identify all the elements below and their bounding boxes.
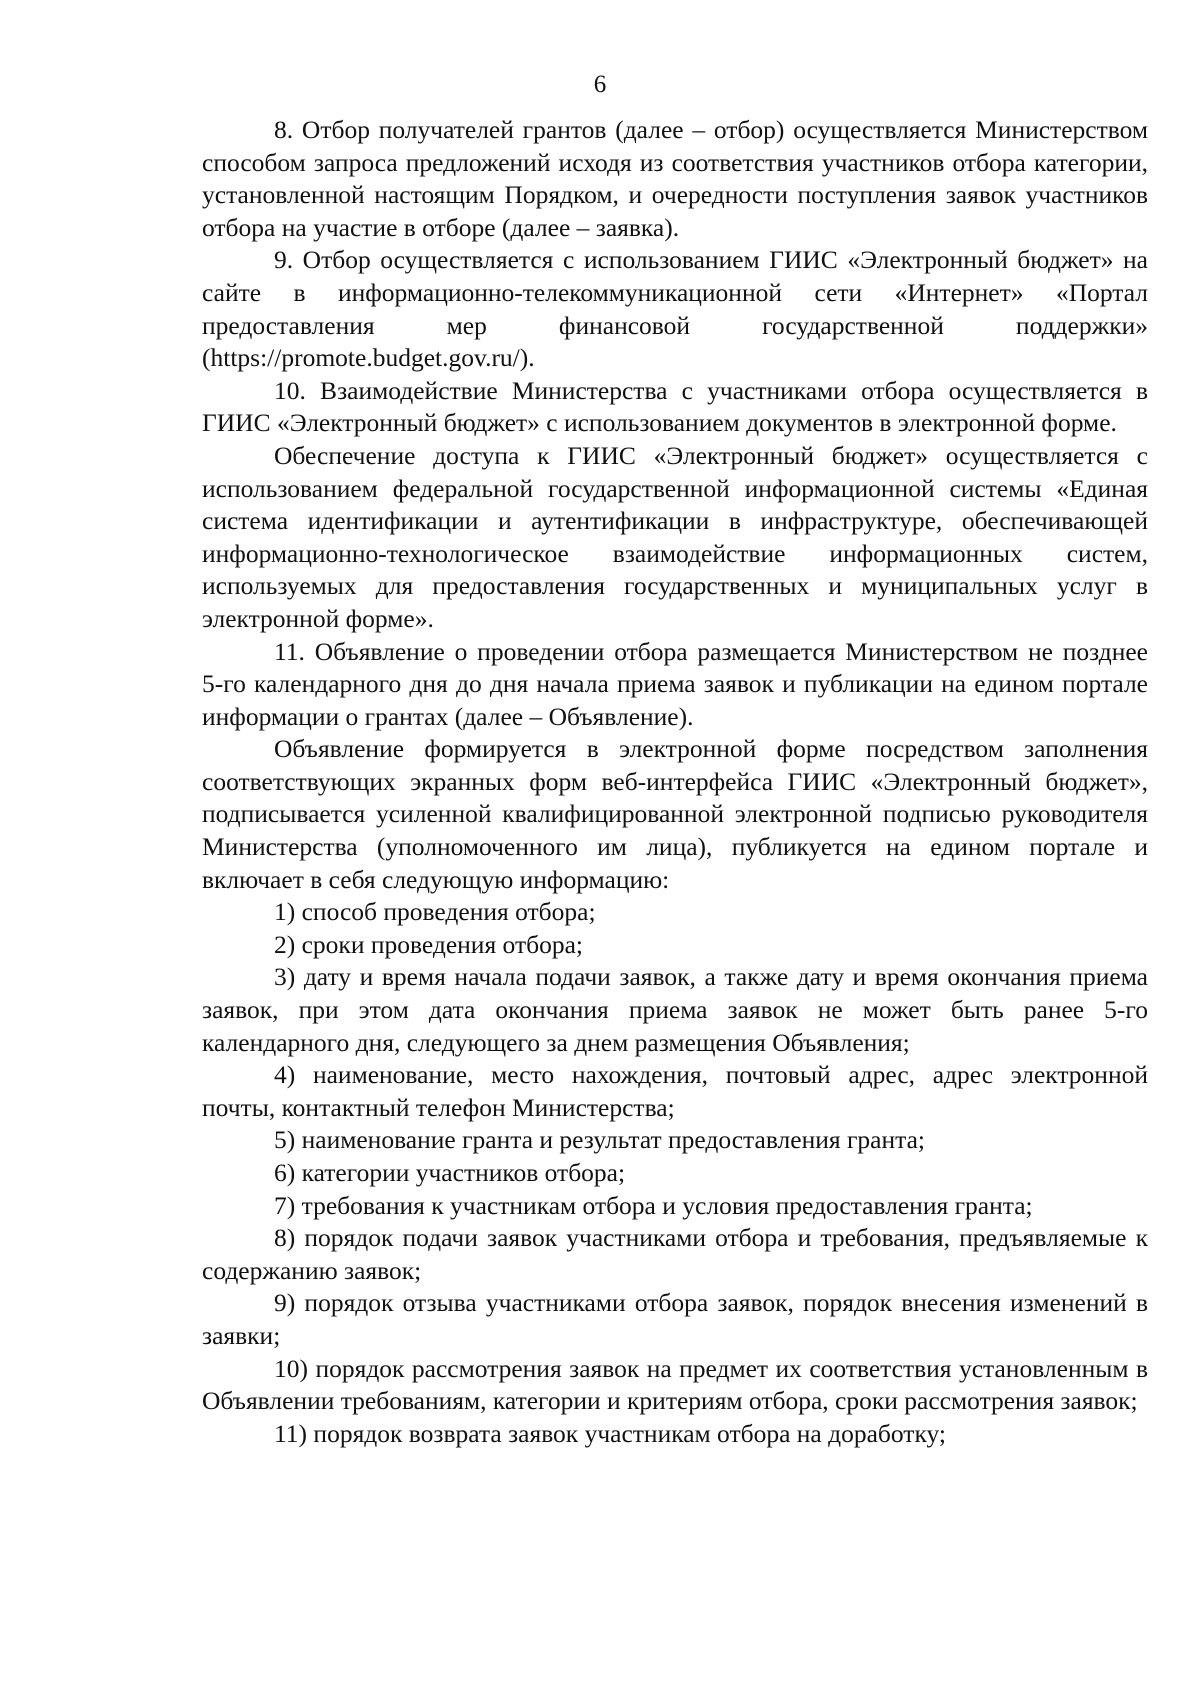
list-item-10: 10) порядок рассмотрения заявок на предмет их соответствия установленным в Объявлении требованиям, категории и критериям отбора, сроки рассмотрения заявок;	[202, 1353, 1148, 1416]
paragraph-access-provision: Обеспечение доступа к ГИИС «Электронный бюджет» осуществляется с использованием федеральной государственной информационной системы «Единая система идентификации и аутентификации в инфраструктуре, обеспечивающей информационно-технологическое взаимодействие информационных систем, используемых для предоставления государственных и муниципальных услуг в электронной форме».	[202, 440, 1148, 633]
paragraph-item-11: 11. Объявление о проведении отбора размещается Министерством не позднее 5-го календарного дня до дня начала приема заявок и публикации на едином портале информации о грантах (далее – Объявление).	[202, 636, 1148, 731]
list-item-6: 6) категории участников отбора;	[274, 1158, 626, 1187]
paragraph-item-8: 8. Отбор получателей грантов (далее – отбор) осуществляется Министерством способом запроса предложений исходя из соответствия участников отбора категории, установленной настоящим Порядком, и очередности поступления заявок участников отбора на участие в отборе (далее – заявка).	[202, 115, 1148, 242]
paragraph-item-9: 9. Отбор осуществляется с использованием ГИИС «Электронный бюджет» на сайте в информационно-телекоммуникационной сети «Интернет» «Портал предоставления мер финансовой государственной поддержки» (https://promote.budget.gov.ru/).	[202, 245, 1148, 373]
paragraph-announcement-form: Объявление формируется в электронной форме посредством заполнения соответствующих экранных форм веб-интерфейса ГИИС «Электронный бюджет», подписывается усиленной квалифицированной электронной подписью руководителя Министерства (уполномоченного им лица), публикуется на едином портале и включает в себя следующую информацию:	[202, 734, 1148, 894]
paragraph-item-10: 10. Взаимодействие Министерства с участниками отбора осуществляется в ГИИС «Электронный бюджет» с использованием документов в электронной форме.	[202, 375, 1148, 438]
list-item-7: 7) требования к участникам отбора и условия предоставления гранта;	[274, 1190, 1033, 1220]
page-number: 6	[593, 71, 607, 98]
list-item-3: 3) дату и время начала подачи заявок, а также дату и время окончания приема заявок, при этом дата окончания приема заявок не может быть ранее 5-го календарного дня, следующего за днем размещения Объявления;	[202, 962, 1148, 1057]
list-item-2: 2) сроки проведения отбора;	[274, 929, 583, 959]
list-item-5: 5) наименование гранта и результат предоставления гранта;	[274, 1125, 925, 1155]
list-item-8: 8) порядок подачи заявок участниками отбора и требования, предъявляемые к содержанию заявок;	[202, 1223, 1148, 1285]
list-item-9: 9) порядок отзыва участниками отбора заявок, порядок внесения изменений в заявки;	[202, 1288, 1148, 1350]
list-item-4: 4) наименование, место нахождения, почтовый адрес, адрес электронной почты, контактный телефон Министерства;	[202, 1060, 1148, 1122]
list-item-1: 1) способ проведения отбора;	[274, 897, 596, 927]
list-item-11: 11) порядок возврата заявок участникам отбора на доработку;	[274, 1418, 946, 1448]
document-body	[202, 114, 1148, 1450]
